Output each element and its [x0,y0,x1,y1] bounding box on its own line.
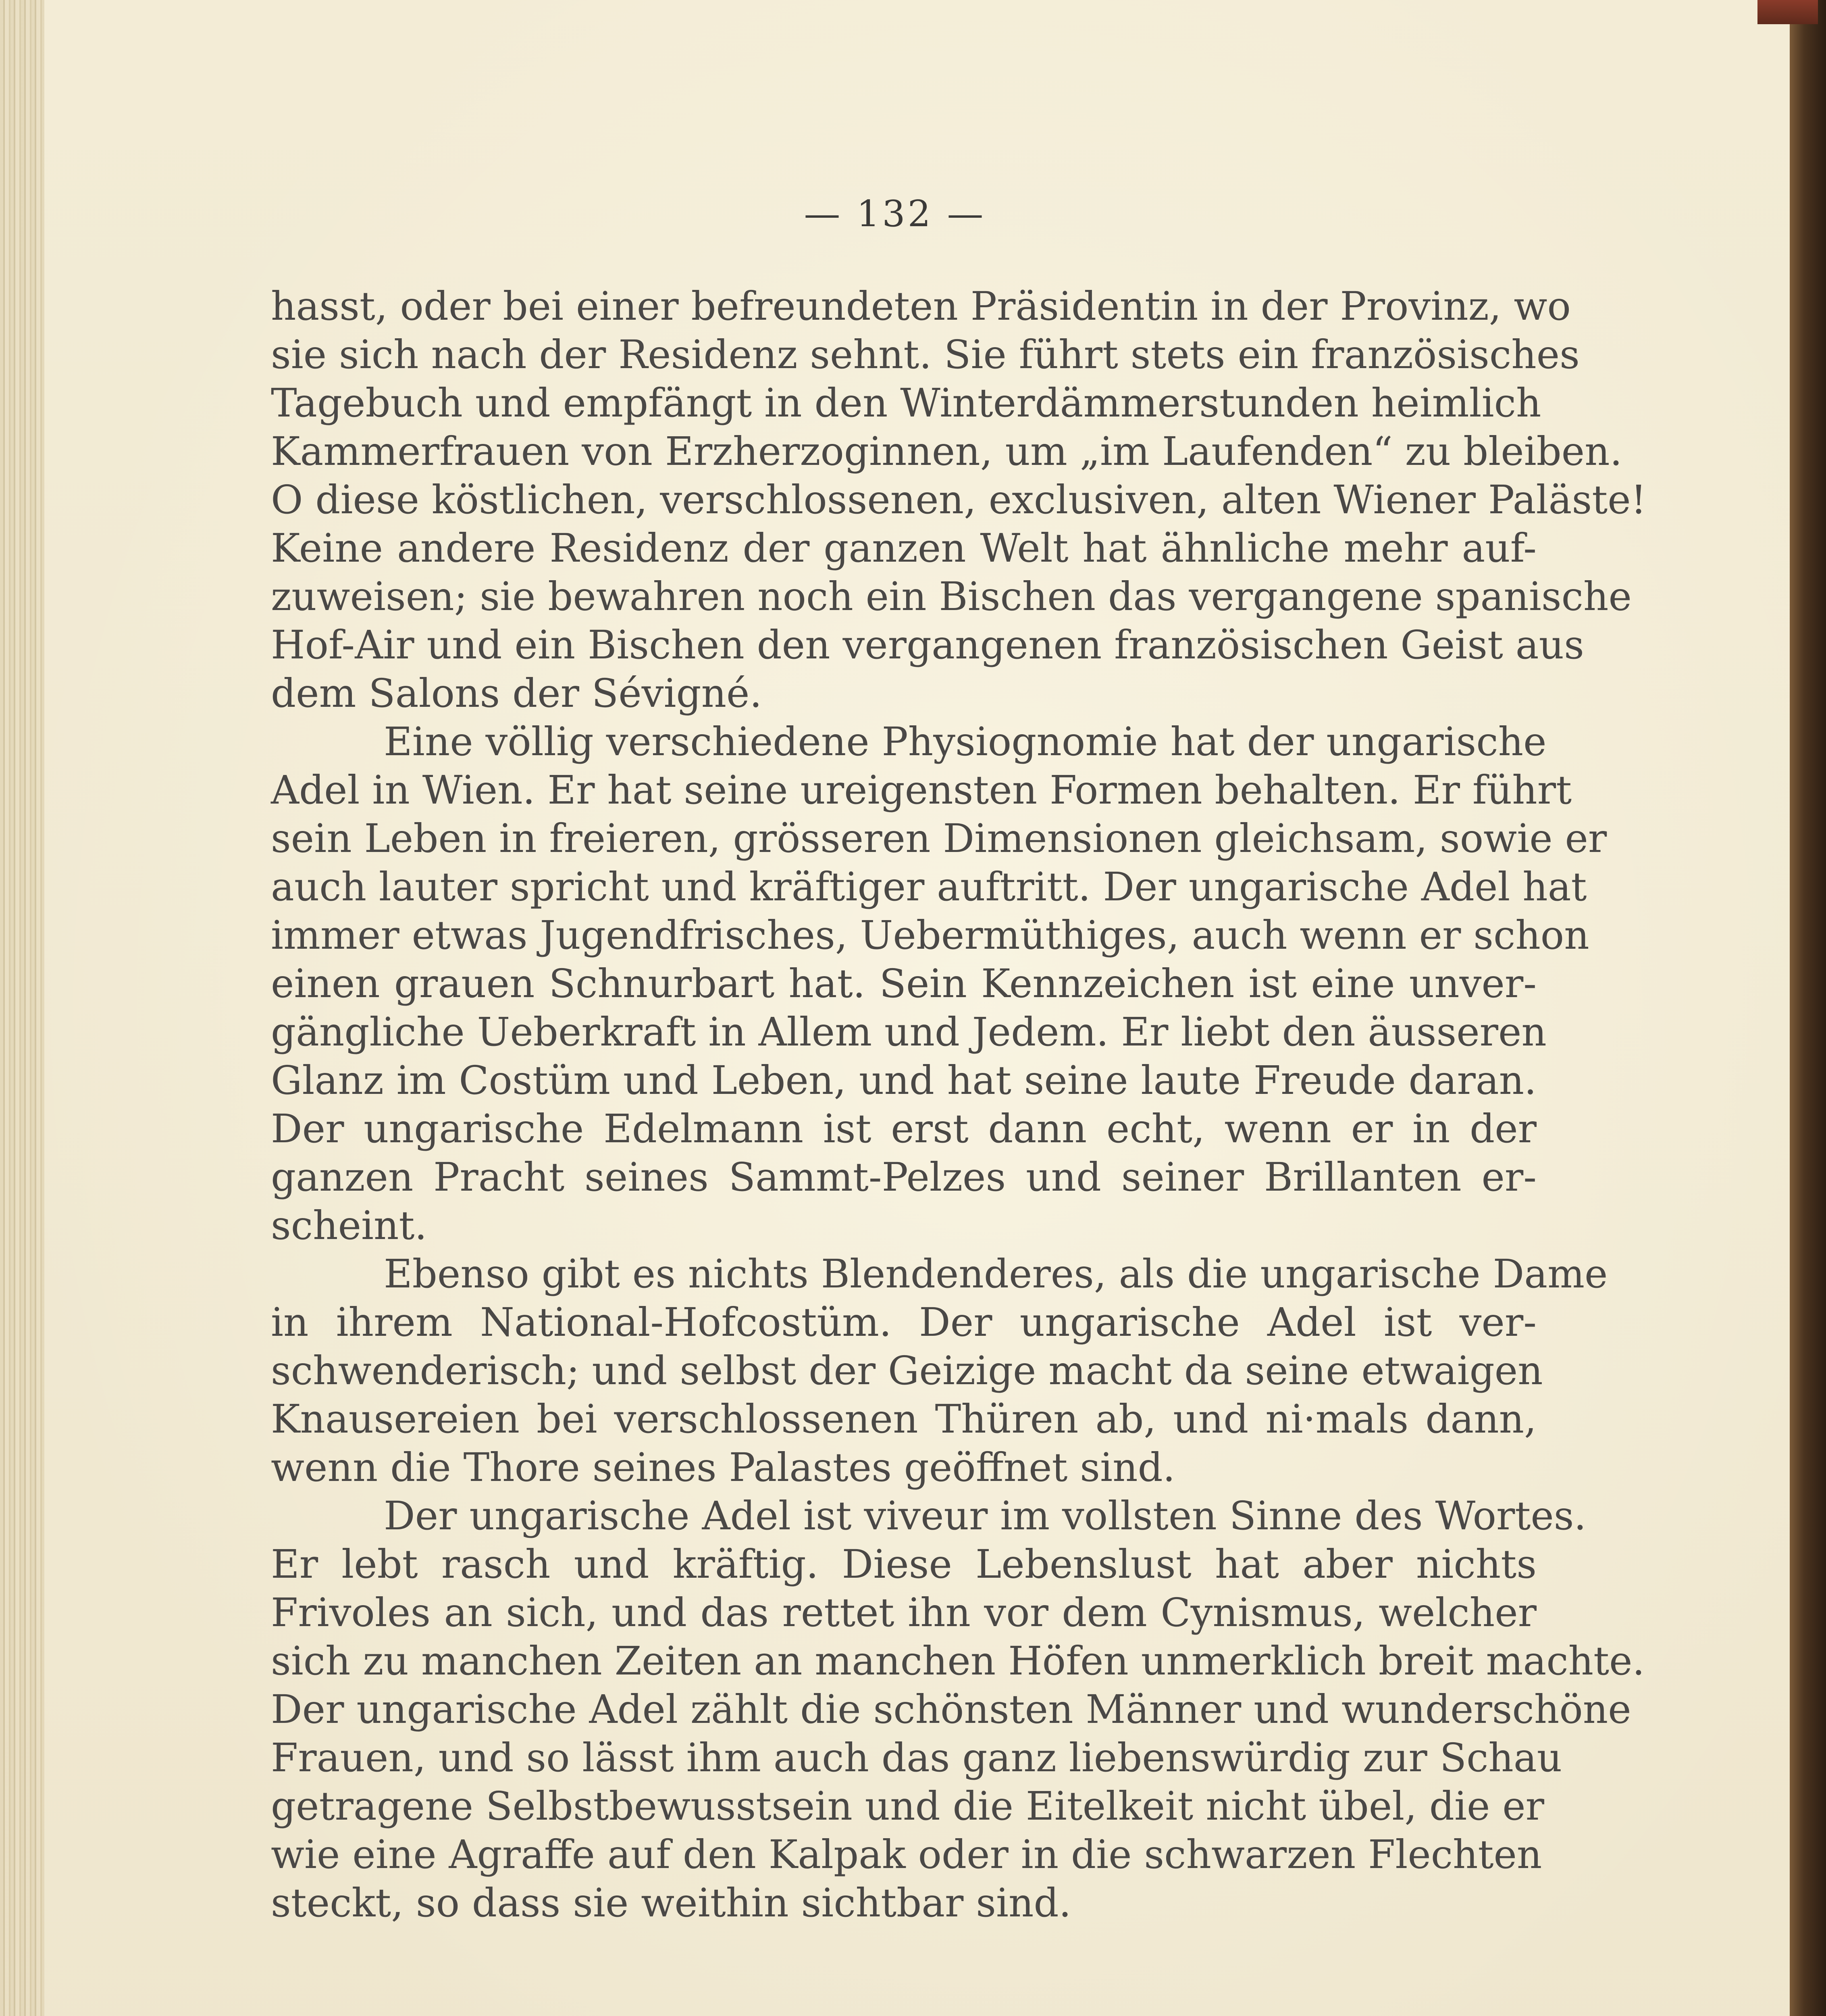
text-line: sich zu manchen Zeiten an manchen Höfen unmerklich breit machte. [271,1638,1645,1684]
text-line: immer etwas Jugendfrisches, Uebermüthiges, auch wenn er schon [271,912,1589,958]
text-line: sein Leben in freieren, grösseren Dimensionen gleichsam, sowie er [271,816,1607,861]
text-line: dem Salons der Sévigné. [271,671,762,716]
text-line: gängliche Ueberkraft in Allem und Jedem. Er liebt den äusseren [271,1009,1547,1055]
paragraph [271,282,1647,718]
text-line: Frivoles an sich, und das rettet ihn vor dem Cynismus, welcher [271,1590,1537,1635]
text-line: zuweisen; sie bewahren noch ein Bischen das vergangene spanische [271,574,1632,619]
text-line: Der ungarische Adel ist viveur im vollsten Sinne des Wortes. [384,1493,1587,1539]
book-binding-corner [1757,0,1818,24]
text-line: steckt, so dass sie weithin sichtbar sind. [271,1880,1071,1926]
page-number: — 132 — [804,193,986,235]
text-line: wenn die Thore seines Palastes geöffnet sind. [271,1445,1175,1490]
page-gutter [0,0,44,2016]
text-line: Hof-Air und ein Bischen den vergangenen französischen Geist aus [271,622,1584,668]
text-line: einen grauen Schnurbart hat. Sein Kennzeichen ist eine unver- [271,961,1537,1006]
paragraph [271,1492,1645,1927]
book-binding-edge [1790,0,1826,2016]
text-line: O diese köstlichen, verschlossenen, exclusiven, alten Wiener Paläste! [271,477,1647,523]
text-line: schwenderisch; und selbst der Geizige macht da seine etwaigen [271,1348,1543,1393]
text-line: scheint. [271,1203,427,1248]
text-line: Eine völlig verschiedene Physiognomie hat der ungarische [384,719,1547,764]
text-line: in ihrem National-Hofcostüm. Der ungarische Adel ist ver- [271,1300,1537,1345]
text-line: Keine andere Residenz der ganzen Welt hat ähnliche mehr auf- [271,525,1537,571]
text-line: Der ungarische Edelmann ist erst dann echt, wenn er in der [271,1106,1537,1152]
text-line: hasst, oder bei einer befreundeten Präsidentin in der Provinz, wo [271,283,1571,329]
text-line: Knausereien bei verschlossenen Thüren ab, und ni·mals dann, [271,1396,1537,1442]
text-line: Ebenso gibt es nichts Blendenderes, als die ungarische Dame [384,1251,1608,1297]
text-line: Frauen, und so lässt ihm auch das ganz liebenswürdig zur Schau [271,1735,1562,1781]
text-line: Kammerfrauen von Erzherzoginnen, um „im Laufenden“ zu bleiben. [271,429,1622,474]
paragraph [271,718,1607,1250]
paragraph [271,1250,1608,1492]
text-line: wie eine Agraffe auf den Kalpak oder in die schwarzen Flechten [271,1832,1542,1877]
text-line: Tagebuch und empfängt in den Winterdämmerstunden heimlich [271,380,1541,426]
text-line: ganzen Pracht seines Sammt-Pelzes und seiner Brillanten er- [271,1154,1537,1200]
text-line: Er lebt rasch und kräftig. Diese Lebenslust hat aber nichts [271,1541,1537,1587]
text-line: sie sich nach der Residenz sehnt. Sie führt stets ein französisches [271,332,1580,377]
body-text [271,282,1647,1927]
text-line: auch lauter spricht und kräftiger auftritt. Der ungarische Adel hat [271,864,1587,910]
text-line: getragene Selbstbewusstsein und die Eitelkeit nicht übel, die er [271,1783,1545,1829]
text-line: Adel in Wien. Er hat seine ureigensten Formen behalten. Er führt [271,767,1572,813]
text-line: Der ungarische Adel zählt die schönsten Männer und wunderschöne [271,1687,1631,1732]
text-line: Glanz im Costüm und Leben, und hat seine laute Freude daran. [271,1058,1537,1103]
